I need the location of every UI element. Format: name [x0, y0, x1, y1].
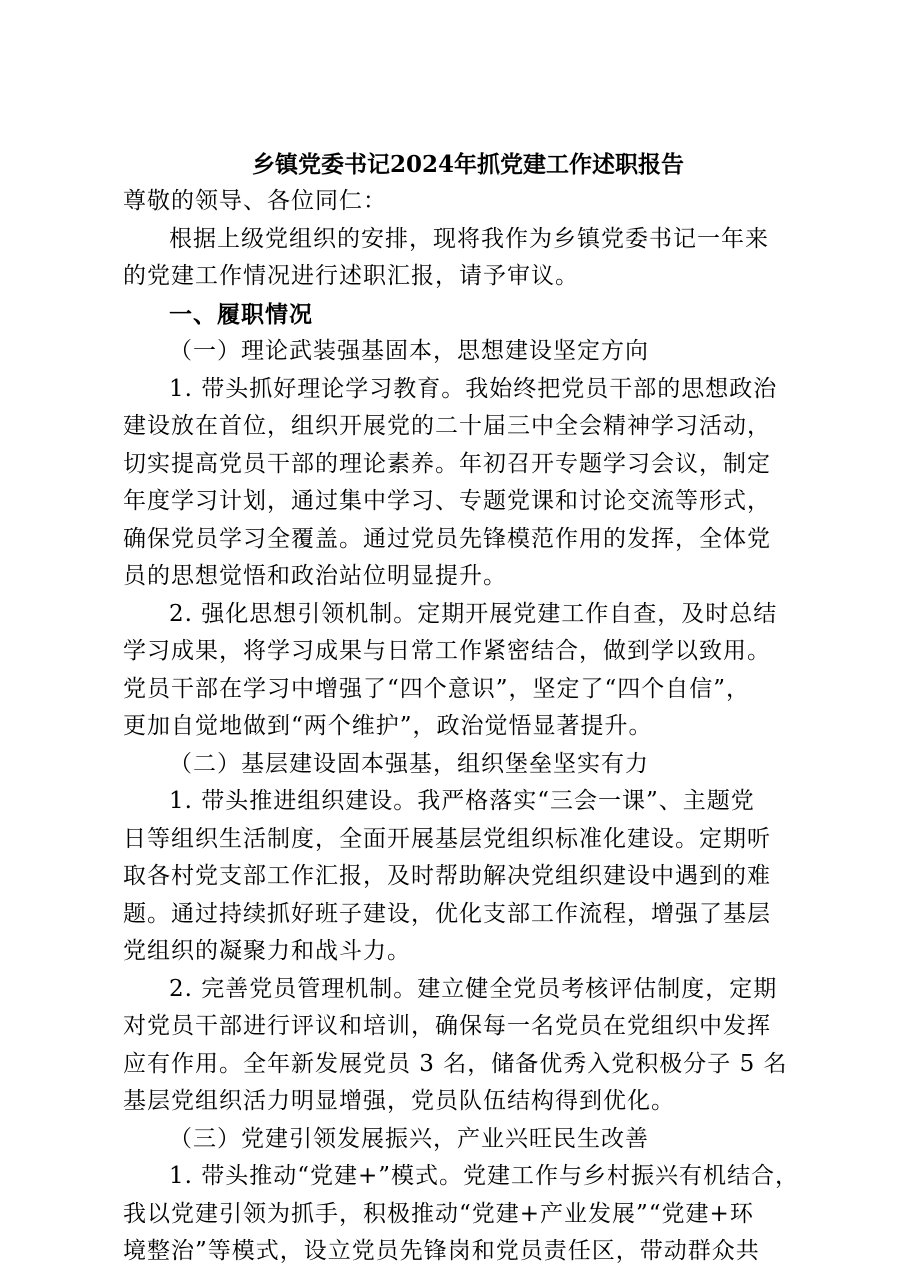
body-paragraph [123, 596, 803, 746]
paragraph-line: 我以党建引领为抓手，积极推动“党建+产业发展”“党建+环 [123, 1200, 754, 1227]
paragraph-line: 员的思想觉悟和政治站位明显提升。 [123, 563, 507, 589]
body-paragraph [123, 371, 803, 596]
paragraph-line: 更加自觉地做到“两个维护”，政治觉悟显著提升。 [123, 713, 653, 739]
paragraph-line: 根据上级党组织的安排，现将我作为乡镇党委书记一年来 [169, 225, 769, 252]
paragraph-line: 应有作用。全年新发展党员 3 名，储备优秀入党积极分子 5 名 [123, 1050, 788, 1077]
paragraph-line: 2. 完善党员管理机制。建立健全党员考核评估制度，定期 [169, 975, 778, 1002]
document-body [123, 146, 803, 1271]
paragraph-line: 取各村党支部工作汇报，及时帮助解决党组织建设中遇到的难 [123, 863, 771, 889]
paragraph-line: 党员干部在学习中增强了“四个意识”，坚定了“四个自信”， [123, 675, 751, 702]
paragraph-line: 建设放在首位，组织开展党的二十届三中全会精神学习活动， [123, 413, 771, 439]
paragraph-line: 1. 带头抓好理论学习教育。我始终把党员干部的思想政治 [169, 375, 778, 402]
body-paragraph [123, 1158, 803, 1271]
paragraph-line: 切实提高党员干部的理论素养。年初召开专题学习会议，制定 [123, 450, 771, 477]
paragraph-line: 题。通过持续抓好班子建设，优化支部工作流程，增强了基层 [123, 900, 771, 927]
paragraph-line: 1. 带头推进组织建设。我严格落实“三会一课”、主题党 [169, 788, 755, 814]
paragraph-line: 的党建工作情况进行述职汇报，请予审议。 [123, 263, 579, 289]
paragraph-line: 确保党员学习全覆盖。通过党员先锋模范作用的发挥，全体党 [123, 525, 771, 552]
paragraph-line: 1. 带头推动“党建+”模式。党建工作与乡村振兴有机结合， [169, 1163, 800, 1189]
body-paragraph [123, 971, 803, 1121]
subsection-heading: （一）理论武装强基固本，思想建设坚定方向 [169, 338, 649, 364]
intro-paragraph [123, 221, 803, 296]
subsection-heading: （二）基层建设固本强基，组织堡垒坚实有力 [169, 750, 649, 777]
paragraph-line: 日等组织生活制度，全面开展基层党组织标准化建设。定期听 [123, 825, 771, 852]
section-heading: 一、履职情况 [169, 300, 313, 328]
paragraph-line: 党组织的凝聚力和战斗力。 [123, 938, 411, 964]
paragraph-line: 基层党组织活力明显增强，党员队伍结构得到优化。 [123, 1088, 675, 1114]
paragraph-line: 2. 强化思想引领机制。定期开展党建工作自查，及时总结 [169, 600, 778, 627]
body-paragraph [123, 783, 803, 971]
paragraph-line: 年度学习计划，通过集中学习、专题党课和讨论交流等形式， [123, 488, 771, 514]
subsection-heading: （三）党建引领发展振兴，产业兴旺民生改善 [169, 1125, 649, 1152]
salutation: 尊敬的领导、各位同仁： [123, 188, 387, 214]
paragraph-line: 境整治”等模式，设立党员先锋岗和党员责任区，带动群众共 [123, 1238, 760, 1264]
paragraph-line: 学习成果，将学习成果与日常工作紧密结合，做到学以致用。 [123, 638, 771, 664]
document-title: 乡镇党委书记2024年抓党建工作述职报告 [251, 151, 684, 178]
paragraph-line: 对党员干部进行评议和培训，确保每一名党员在党组织中发挥 [123, 1013, 771, 1039]
